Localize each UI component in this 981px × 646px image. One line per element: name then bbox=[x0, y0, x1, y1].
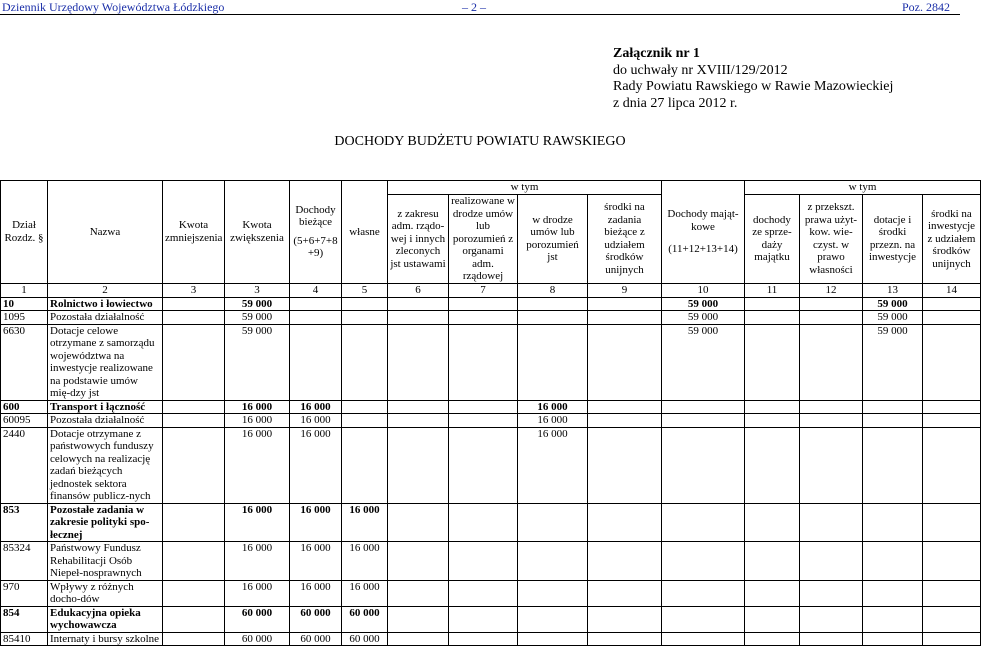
row-value bbox=[388, 632, 449, 646]
row-value: 16 000 bbox=[342, 542, 388, 581]
row-value bbox=[163, 297, 225, 311]
row-value bbox=[800, 311, 863, 325]
row-value: 59 000 bbox=[225, 324, 290, 400]
page-header bbox=[0, 0, 960, 14]
row-value: 60 000 bbox=[290, 606, 342, 632]
row-value bbox=[923, 632, 981, 646]
col-biezace-formula: (5+6+7+8 +9) bbox=[293, 234, 338, 260]
row-value bbox=[662, 606, 745, 632]
row-name: Pozostała działalność bbox=[48, 311, 163, 325]
annex-title: Załącznik nr 1 bbox=[613, 46, 700, 61]
row-name: Dotacje celowe otrzymane z samorządu województwa na inwestycje realizowane na podstawie umów mię-dzy jst bbox=[48, 324, 163, 400]
row-value bbox=[388, 311, 449, 325]
row-value bbox=[662, 580, 745, 606]
row-value bbox=[163, 400, 225, 414]
row-value bbox=[342, 311, 388, 325]
row-value bbox=[863, 580, 923, 606]
row-value bbox=[800, 427, 863, 503]
row-name: Państwowy Fundusz Rehabilitacji Osób Niepeł-nosprawnych bbox=[48, 542, 163, 581]
table-row bbox=[1, 414, 981, 428]
row-value: 60 000 bbox=[290, 632, 342, 646]
row-value bbox=[863, 400, 923, 414]
row-code: 600 bbox=[1, 400, 48, 414]
row-value bbox=[800, 297, 863, 311]
row-code: 2440 bbox=[1, 427, 48, 503]
col-przekszt: z przekszt. prawa użyt-kow. wie-czyst. w prawo własności bbox=[800, 195, 863, 284]
row-value bbox=[290, 311, 342, 325]
row-value bbox=[800, 580, 863, 606]
col-dzial: Dział Rozdz. § bbox=[1, 181, 48, 284]
row-value bbox=[342, 324, 388, 400]
col-wlasne: własne bbox=[342, 181, 388, 284]
col-biezace-label: Dochody bieżące bbox=[295, 203, 336, 229]
row-value bbox=[342, 414, 388, 428]
row-code: 85410 bbox=[1, 632, 48, 646]
row-value bbox=[800, 542, 863, 581]
table-row bbox=[1, 606, 981, 632]
column-number: 14 bbox=[923, 283, 981, 297]
row-value bbox=[800, 324, 863, 400]
header-rule bbox=[0, 14, 960, 15]
row-value bbox=[923, 542, 981, 581]
col-majatkowe-formula: (11+12+13+14) bbox=[668, 243, 738, 255]
row-value: 59 000 bbox=[225, 297, 290, 311]
row-value bbox=[388, 580, 449, 606]
row-value bbox=[863, 427, 923, 503]
column-number: 9 bbox=[588, 283, 662, 297]
row-value: 16 000 bbox=[342, 580, 388, 606]
row-value bbox=[518, 311, 588, 325]
row-value: 59 000 bbox=[863, 324, 923, 400]
row-value bbox=[923, 580, 981, 606]
row-value bbox=[588, 297, 662, 311]
row-value bbox=[163, 503, 225, 542]
table-row bbox=[1, 311, 981, 325]
row-value bbox=[449, 297, 518, 311]
row-value bbox=[588, 324, 662, 400]
position-number: Poz. 2842 bbox=[902, 0, 950, 14]
row-value bbox=[449, 632, 518, 646]
row-value bbox=[662, 400, 745, 414]
col-zakres: z zakresu adm. rządo-wej i innych zleconych jst ustawami bbox=[388, 195, 449, 284]
row-value bbox=[588, 503, 662, 542]
row-value bbox=[800, 606, 863, 632]
row-value: 16 000 bbox=[290, 542, 342, 581]
row-value bbox=[800, 414, 863, 428]
row-value bbox=[449, 542, 518, 581]
row-value bbox=[923, 297, 981, 311]
col-sprzedazy: dochody ze sprze-daży majątku bbox=[745, 195, 800, 284]
table-row bbox=[1, 400, 981, 414]
row-value bbox=[588, 542, 662, 581]
row-value bbox=[518, 606, 588, 632]
row-value: 16 000 bbox=[518, 400, 588, 414]
table-row bbox=[1, 542, 981, 581]
row-name: Internaty i bursy szkolne bbox=[48, 632, 163, 646]
table-row bbox=[1, 632, 981, 646]
annex-line-2: Rady Powiatu Rawskiego w Rawie Mazowieckiej bbox=[613, 79, 894, 94]
col-dotacje: dotacje i środki przezn. na inwestycje bbox=[863, 195, 923, 284]
row-value: 59 000 bbox=[662, 324, 745, 400]
row-value: 16 000 bbox=[225, 580, 290, 606]
row-value bbox=[163, 427, 225, 503]
row-value bbox=[863, 414, 923, 428]
row-value bbox=[449, 503, 518, 542]
row-value bbox=[518, 297, 588, 311]
row-value: 16 000 bbox=[290, 427, 342, 503]
row-value bbox=[449, 427, 518, 503]
row-value bbox=[588, 414, 662, 428]
row-value bbox=[745, 297, 800, 311]
row-value bbox=[588, 606, 662, 632]
column-number: 12 bbox=[800, 283, 863, 297]
column-number: 11 bbox=[745, 283, 800, 297]
row-value: 16 000 bbox=[518, 414, 588, 428]
row-value: 16 000 bbox=[225, 503, 290, 542]
column-number: 3 bbox=[163, 283, 225, 297]
row-code: 6630 bbox=[1, 324, 48, 400]
row-value: 16 000 bbox=[225, 400, 290, 414]
row-value bbox=[518, 503, 588, 542]
row-value bbox=[923, 324, 981, 400]
table-row bbox=[1, 580, 981, 606]
row-value: 16 000 bbox=[518, 427, 588, 503]
document-title: DOCHODY BUDŻETU POWIATU RAWSKIEGO bbox=[334, 134, 626, 149]
annex-block bbox=[613, 46, 893, 112]
table-row bbox=[1, 503, 981, 542]
table-row bbox=[1, 427, 981, 503]
column-number: 5 bbox=[342, 283, 388, 297]
row-name: Pozostała działalność bbox=[48, 414, 163, 428]
col-zwiekszenia: Kwota zwiększenia bbox=[225, 181, 290, 284]
row-value bbox=[745, 414, 800, 428]
row-value bbox=[923, 400, 981, 414]
col-srodki-biezace: środki na zadania bieżące z udziałem środków unijnych bbox=[588, 195, 662, 284]
row-value bbox=[923, 311, 981, 325]
row-value bbox=[163, 414, 225, 428]
column-number: 7 bbox=[449, 283, 518, 297]
row-value bbox=[800, 400, 863, 414]
row-value: 16 000 bbox=[225, 427, 290, 503]
row-value bbox=[745, 632, 800, 646]
row-value bbox=[449, 311, 518, 325]
row-value bbox=[388, 503, 449, 542]
row-code: 853 bbox=[1, 503, 48, 542]
row-value bbox=[449, 606, 518, 632]
row-value bbox=[290, 324, 342, 400]
row-value bbox=[388, 606, 449, 632]
row-value bbox=[923, 427, 981, 503]
row-value bbox=[163, 580, 225, 606]
row-value bbox=[800, 632, 863, 646]
column-number: 2 bbox=[48, 283, 163, 297]
row-value: 60 000 bbox=[225, 606, 290, 632]
row-value bbox=[745, 324, 800, 400]
row-value bbox=[388, 324, 449, 400]
row-code: 10 bbox=[1, 297, 48, 311]
row-value bbox=[588, 580, 662, 606]
row-value bbox=[745, 580, 800, 606]
col-zmniejszenia: Kwota zmniejszenia bbox=[163, 181, 225, 284]
row-value bbox=[588, 400, 662, 414]
row-code: 970 bbox=[1, 580, 48, 606]
row-value bbox=[745, 427, 800, 503]
income-table bbox=[0, 180, 981, 646]
row-value bbox=[863, 606, 923, 632]
row-value bbox=[923, 606, 981, 632]
row-value bbox=[662, 414, 745, 428]
row-value bbox=[588, 427, 662, 503]
row-code: 854 bbox=[1, 606, 48, 632]
col-majatkowe-label: Dochody mająt-kowe bbox=[667, 208, 739, 233]
row-name: Pozostałe zadania w zakresie polityki spo-łecznej bbox=[48, 503, 163, 542]
row-value bbox=[662, 427, 745, 503]
row-value bbox=[518, 632, 588, 646]
row-value bbox=[163, 311, 225, 325]
row-value bbox=[662, 632, 745, 646]
row-name: Wpływy z różnych docho-dów bbox=[48, 580, 163, 606]
column-number: 13 bbox=[863, 283, 923, 297]
row-code: 60095 bbox=[1, 414, 48, 428]
col-nazwa: Nazwa bbox=[48, 181, 163, 284]
row-value: 59 000 bbox=[662, 311, 745, 325]
row-value bbox=[163, 542, 225, 581]
row-name: Dotacje otrzymane z państwowych funduszy celowych na realizację zadań bieżących jednostek sektora finansów publicz-nych bbox=[48, 427, 163, 503]
row-value bbox=[745, 606, 800, 632]
page-number: – 2 – bbox=[462, 0, 486, 14]
row-value bbox=[163, 324, 225, 400]
row-value bbox=[449, 400, 518, 414]
row-value bbox=[588, 632, 662, 646]
row-value bbox=[388, 542, 449, 581]
column-number: 8 bbox=[518, 283, 588, 297]
row-value bbox=[863, 632, 923, 646]
row-name: Transport i łączność bbox=[48, 400, 163, 414]
row-value bbox=[662, 542, 745, 581]
row-value: 16 000 bbox=[342, 503, 388, 542]
row-value bbox=[863, 542, 923, 581]
row-value: 60 000 bbox=[342, 632, 388, 646]
row-value bbox=[745, 503, 800, 542]
row-value bbox=[800, 503, 863, 542]
row-value: 16 000 bbox=[290, 414, 342, 428]
col-w-tym-majatkowe: w tym bbox=[745, 181, 981, 195]
income-rows bbox=[1, 297, 981, 646]
row-value: 60 000 bbox=[342, 606, 388, 632]
row-value bbox=[518, 324, 588, 400]
row-value bbox=[163, 632, 225, 646]
row-value bbox=[745, 542, 800, 581]
col-srodki-inwest: środki na inwestycje z udziałem środków unijnych bbox=[923, 195, 981, 284]
table-row bbox=[1, 324, 981, 400]
column-number: 4 bbox=[290, 283, 342, 297]
row-value bbox=[388, 400, 449, 414]
row-value: 16 000 bbox=[290, 400, 342, 414]
row-value bbox=[388, 297, 449, 311]
col-drodze-jst: w drodze umów lub porozumień jst bbox=[518, 195, 588, 284]
row-value: 59 000 bbox=[225, 311, 290, 325]
row-value bbox=[342, 400, 388, 414]
row-value: 59 000 bbox=[662, 297, 745, 311]
row-value bbox=[923, 503, 981, 542]
row-value: 16 000 bbox=[290, 503, 342, 542]
row-value bbox=[449, 580, 518, 606]
row-value bbox=[449, 324, 518, 400]
row-value bbox=[745, 400, 800, 414]
row-value bbox=[588, 311, 662, 325]
row-value: 16 000 bbox=[290, 580, 342, 606]
column-number: 10 bbox=[662, 283, 745, 297]
row-value bbox=[388, 414, 449, 428]
row-value bbox=[923, 414, 981, 428]
col-realizowane: realizowane w drodze umów lub porozumień z organami adm. rządowej bbox=[449, 195, 518, 284]
row-value bbox=[290, 297, 342, 311]
col-majatkowe bbox=[662, 181, 745, 284]
row-value: 16 000 bbox=[225, 542, 290, 581]
col-biezace bbox=[290, 181, 342, 284]
row-value bbox=[518, 542, 588, 581]
row-value bbox=[342, 297, 388, 311]
row-value bbox=[518, 580, 588, 606]
column-number: 6 bbox=[388, 283, 449, 297]
annex-line-3: z dnia 27 lipca 2012 r. bbox=[613, 95, 738, 111]
row-code: 1095 bbox=[1, 311, 48, 325]
row-value bbox=[342, 427, 388, 503]
row-value bbox=[863, 503, 923, 542]
journal-name: Dziennik Urzędowy Województwa Łódzkiego bbox=[2, 0, 225, 14]
column-numbers-row bbox=[1, 283, 981, 297]
row-code: 85324 bbox=[1, 542, 48, 581]
row-name: Rolnictwo i łowiectwo bbox=[48, 297, 163, 311]
row-value bbox=[388, 427, 449, 503]
column-number: 3 bbox=[225, 283, 290, 297]
row-value bbox=[662, 503, 745, 542]
row-value: 16 000 bbox=[225, 414, 290, 428]
row-value: 59 000 bbox=[863, 311, 923, 325]
column-number: 1 bbox=[1, 283, 48, 297]
row-value: 60 000 bbox=[225, 632, 290, 646]
row-value: 59 000 bbox=[863, 297, 923, 311]
row-value bbox=[449, 414, 518, 428]
table-row bbox=[1, 297, 981, 311]
annex-line-1: do uchwały nr XVIII/129/2012 bbox=[613, 62, 788, 78]
row-name: Edukacyjna opieka wychowawcza bbox=[48, 606, 163, 632]
row-value bbox=[745, 311, 800, 325]
row-value bbox=[163, 606, 225, 632]
col-w-tym-biezace: w tym bbox=[388, 181, 662, 195]
